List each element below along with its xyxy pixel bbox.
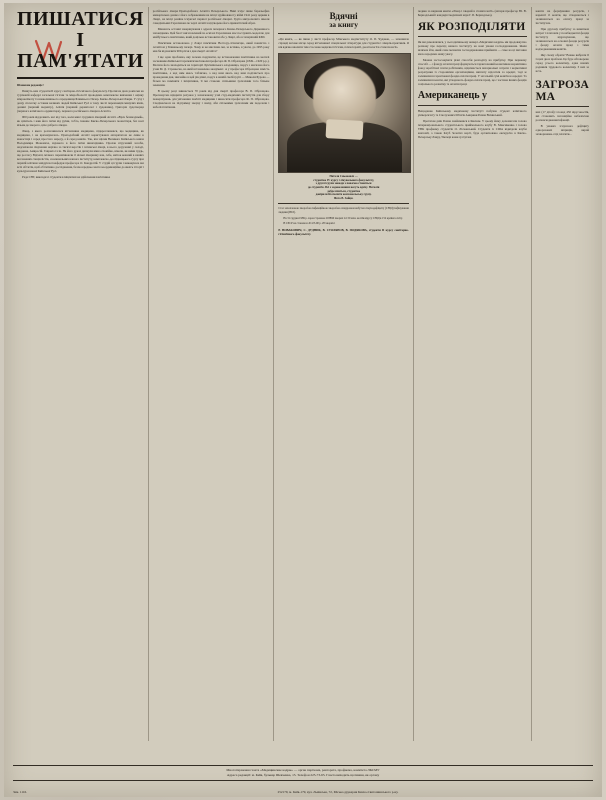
photo-face — [313, 66, 376, 127]
american-head-rule — [418, 105, 527, 106]
paragraph: В умовах існуючого дефіциту одноразових шприців, вкрай захворювань слід платити... — [535, 124, 589, 137]
caption-rule — [278, 203, 408, 204]
photo-caption — [278, 175, 408, 200]
paragraph: Протягом днів Роман знайомився в Києвом. У цьому йому допомагали голова інтернаціонального студентського приймального клубу В. Максименко і голова УВК профкому студентів О. Лісковський. Студенти із США відвідали клуби анатомії, а також Клуб Золотих воріт, буде організовано екскурсію в Києво-Печерську Лавру, Увечері юнак зустрічав — [417, 118, 527, 139]
column-4 — [413, 7, 531, 741]
distribution-head-rule — [418, 36, 527, 37]
column-3 — [273, 7, 412, 741]
paragraph: Пишуть вам студенти II курсу санітарно-гігієнічного факультету. Протягом двох років ми на гуртковій кафедрі загальної гігієни та мікробіології проводимо комплексне вивчення і оцінку мікроклімату та навколишнього середовища Ближнього Печер. Києво-Печерської Лаври. У суху і дощу спочатку останки великих людей Київської Русі в тому числі переможців минулих віків, донині (перший медиатр), Аліпія (перший дерматолог і художник), Григорія чудотворця (першого клінічного ординатора), першого російського лікаря в Агапіта. — [17, 89, 144, 114]
paragraph: Стає захопленою хворобою інфекційною хворобою синдромом набутого імунодефіциту (СНІД) інфікування людини (ВІЛ). — [278, 207, 409, 215]
footer-line — [13, 790, 593, 794]
column-3-byline: Р. НОВАКОВИЧ, С. ДУДНИК, В. СТОЛЯРОВ, В. ПОДЯКОВА, студенти II курсу санітарно-гігієнічного факультету. — [278, 227, 409, 236]
paper-surface — [4, 3, 602, 797]
column-5 — [531, 7, 593, 741]
editor-note-head: Шановна редакціє! — [17, 83, 44, 87]
caption-line: Наталя Сньоковач — — [329, 174, 358, 179]
column-4-intro — [418, 9, 527, 17]
colophon — [13, 765, 593, 781]
paragraph: «Ця книга, — як пише у листі професор Мінського медінституту О. П. Чудаков, — заповнила справді вагоме місце серед вітчизняної спеціальної літератури для студентів і лікарів-практиків. Я вів вдячно ввалити тим стосовно медичної гігієни, психотерапії, деонтології в стоматології» — [278, 36, 409, 49]
book-head-line-2: за книгу — [329, 20, 359, 30]
paragraph: подяка за видання книги «Лікар і хворий в стоматології» (автори професор Ю. В. Бернадський і кандидат медичних наук Г. П. Бернадська). — [417, 9, 527, 18]
headline-line-1: ПИШАТИСЯ — [17, 8, 144, 30]
column-1 — [13, 7, 148, 741]
paragraph: російського лікаря Преподобного Агапіта Печерського. Нині існує лише барельєфна меморіальна дошка з його зображенням на місці зруйнованої у війні 1941 року церкви в Лаврі, на місці раніше існуючої першої російської лікарні. Група митрополита школи самодіяльних Герасимова по черзі Агапіта відтворено його прижиттєвий образ. — [152, 9, 270, 26]
column-4-body-2 — [418, 109, 527, 139]
caption-line: з другої групи завжди з повагою ставиться — [315, 181, 372, 186]
caption-line: Фото В. Зайця. — [333, 195, 354, 200]
paragraph: І ще одна проблема, яку хочемо порушити, це встановлення пам'ятника на могилі засновника Київської терапевтичної школи професора Ф. П. Образцова (1849—1920 р.р.). Могила його знаходиться на території Лук'янівського кладовища, поруч з могилою його учня М. Д. Стражеска, на якій встановлено монумент. А у професора Образцова замість пам'ятника, а над ним якась табличка, а над ним якась над ним поділяється про проведення дня, звичайно в цей рік рівні, поруч в нашій своїй групі — Миколи Бурова — більш ма поміняти і ініціативна, її ми станемо спільними зусиллями того більше зекавами. — [152, 55, 270, 88]
book-body — [278, 37, 408, 49]
paragraph: 900 років віддаляють нас від того, коли жив і трудився лікарний Агапіт. «Врач безмездный», як цілитель і жив його ім'ям від руїни, тобто, інакше Києво-Печерського монастиря, без волі візьме до хворого, ціле доброго лікаря. — [17, 115, 144, 128]
column-5-body — [536, 9, 589, 73]
column-4-body — [418, 40, 527, 86]
paragraph: Пам'ятник встановлено у Лаврі пам'ятник Нестору-літописцю, який повністю з Агапітом у Ближньому печері. Чому ж не мислимо ми, за всіляко, в уваги, до 1995 року мав би відзначити 900-річчя з дня смерті Агапіта? — [152, 41, 270, 54]
threat-head-rule — [536, 106, 589, 107]
page-title — [17, 9, 144, 72]
article-head-threat: ЗАГРОЗА МА — [535, 79, 589, 104]
paragraph: них (17 дітей) і понад 450 вірусоносіїв, які становить потенційно небезпечне розповсюдження інфекції. — [535, 110, 589, 123]
aids-article-body — [278, 207, 408, 226]
paragraph: В цьому році зминається 70 років від дня смерті професора В. П. Образцова. Пропонуємо відкрити рахунок у зазначеному учні студ-медичних інститутів для збору пожертвувань для увічнення пам'яті медицини і виносити професора Ф. П. Образцова. Сподіваємося на підтримку зверху і знизу, аби спільними зусиллями ми подолали і наболілі питання. — [152, 89, 270, 110]
footer-order-number: Зам. 1116. — [13, 790, 28, 794]
paragraph: При другому прибутку за винятком витрат і платежів у позабюджетні фонди інституту відрахування, що залишаються на основні фонди ресурсів і фонду оплати праці з тими надходженнями коштів. — [535, 27, 589, 52]
footer-printer-address: 252179, м. Київ-179, вул. Львівська, 72, Міська друкарня Києво-Святошинського р-ну. — [277, 790, 399, 794]
caption-line: до студентів. Всі з задоволенням несуть вдячу. Наталія — [307, 184, 380, 189]
column-2 — [148, 7, 274, 741]
book-head-line-1: Вдячні — [329, 11, 358, 21]
article-columns — [13, 7, 593, 741]
article-head-book — [278, 11, 408, 30]
paragraph: Минають останні завершування з адреси печерного Києво-Печерського Державного заповідника. Цей бюст виготовлений по ескізах Герасимова має послужить моделлю для майбутнього пам'ятника, який доцільно встановити або у Лаврі, або в теперішній КМІ. — [152, 27, 270, 40]
paragraph: На 31 грудня 1989 р. зареєстровано 203890 хворих із 150 млн. носіїв вірусу СНІД в 152 країнах світу. — [283, 216, 403, 220]
paragraph: Рада СНТ, викладач і студенти в ініціативі на здійснення пам'ятника — [22, 175, 111, 180]
article-head-distribution: ЯК РОЗПОДІЛЯТИ — [417, 21, 526, 34]
column-5-body-2 — [536, 110, 589, 136]
column-2-body — [153, 9, 270, 109]
paragraph: В СРСР на станом на 01.03.90 р. 28 хворих і — [283, 222, 336, 226]
column-1-body — [17, 83, 144, 179]
article-head-american: Американець у — [417, 90, 488, 102]
paragraph: Як ми домовлялися, у сьогоднішньому номері «Медичних кадрів» ми продовжуємо розмову про перехід нашого інституту на нові умови господарювання. Яким шляхом йти, який саме механізм господарювання прийняти — саме на ці питання ми зосередимо нашу увагу. — [417, 40, 527, 57]
caption-line: довірили їй очолити комсомольську групу. — [315, 192, 372, 197]
paragraph: Нещодавно Київському медичному інституті побував студент клінічного університету та Сполучених Штатів Америки Роман Вілянський. — [417, 108, 527, 117]
caption-line: студентка IV курсу і лікувального факультету, — [313, 177, 374, 182]
photo-collar — [326, 119, 363, 140]
portrait-photo — [278, 53, 410, 173]
paragraph: Лікар, з якого розпочиналася вітчизняна медицина, підкреслювався, що медицина, як медицина, і не враховувалась. Преподобний Агапіт користувався авторитетом не лише в монастирі і серед простого народу, а й серед князів. Так, він зцілив Великого Київського князя Володимира Мономаха, відомого в його ім'ям винахідника. Прохав втручаний засоби, надсилаючи лікування нарізно за тисячі верстів і латинські лікарі, в нього дорученні у складі, мадонна, Амвросій. Гаврила та ін. На його руках дихнули вікна спокійно, ніколи, як ними грудь, що росли у Відхапі, мілкого перемінюючи ті вільні лікарняну нав, себе, квіток кожний в наших веслованих спеціалістів, очолювальних нашого інституту, комплексно-дослідницького гурту при першій клітини завідуючої кафедри професора О. Кондратій. У студій ці групи і виковувала ми всіх об'єктів, щоб об'єктивно дослідження, безпосередньо маєте координаційне до якоїсь історії і культури нашої Київської Русі. — [17, 129, 144, 174]
paragraph: Яку схему обрати? Важко вибрати її із цих двох проблем. Це буде обговорено серед усього колективу, адже наших радників трудового колективу. З них за вста- — [535, 53, 589, 74]
headline-rule — [17, 77, 144, 79]
headline-line-2: І ПАМ'ЯТАТИ — [17, 29, 144, 72]
paragraph: кошти на формування ресурсів, і нарешті ті кошти, що створюються і залишаються на оплату праці за інститутом. — [535, 9, 589, 26]
colophon-line-2: Адреса редакції: м. Київ, бульвар Шевченка, 13. Телефон 225-73-65. Газета виходить щотижня, як органу — [226, 773, 380, 778]
colophon-line-1: Многотиражная газета «Медицинские кадры» — орган парткома, ректората, профкома, комитета ЛКСМУ — [226, 768, 380, 773]
caption-line: добре вчиться, студентка — [327, 188, 361, 193]
paragraph: Можна застосовувати різні способи розподілу на прибутку. При першому способі — з фонду оплати праці формуються гарантований колективом нормативно фонд заробітної плати робітників, віднімається материальні затрати і нормативні розрахунки із сторонніми організаціями, виплату відсотків за кредит, тоді ж залишилися гарантовані фонди оплати праці. У загальній сумі коштів на кредит. Та залишилися кошти, які утворюють фонди оплати праці, це є частина інших фондів соціального розвитку та оплати праці. — [417, 58, 527, 87]
book-head-rule — [278, 33, 408, 34]
